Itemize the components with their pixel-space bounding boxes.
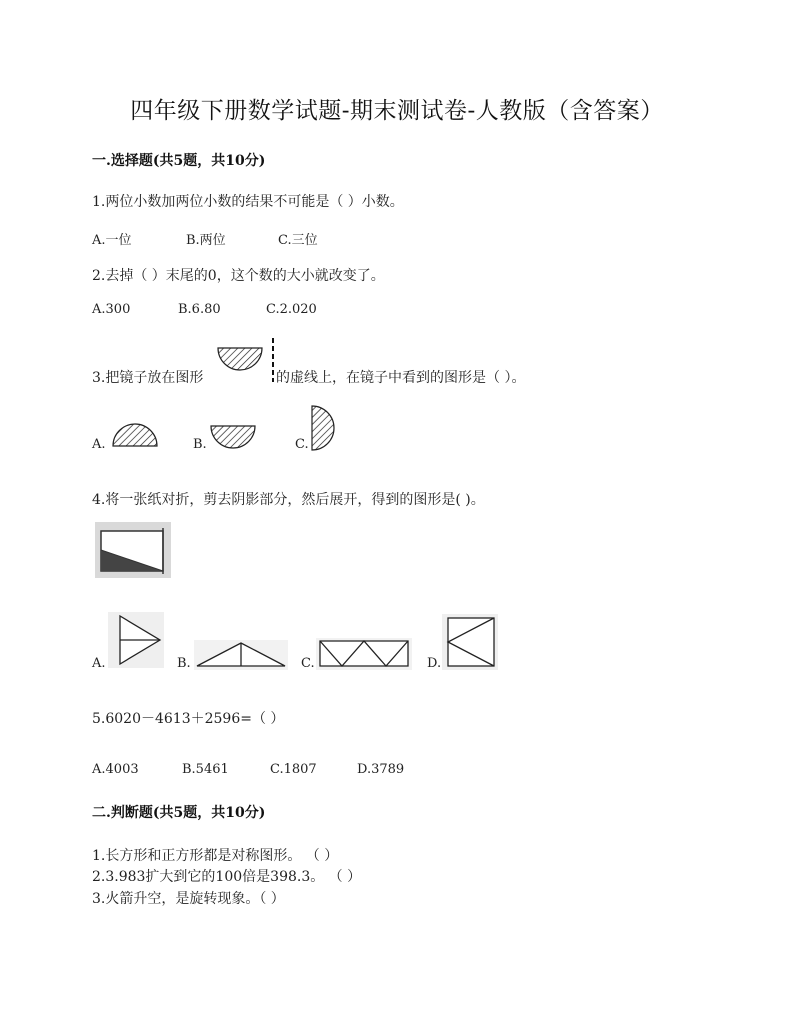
q4-option-d-figure	[442, 614, 498, 670]
q5-option-c: C.1807	[270, 762, 317, 777]
q3-option-b: B.	[193, 437, 207, 452]
section2-heading: 二.判断题(共5题，共10分)	[92, 805, 266, 821]
q5-text: 5.6020－4613＋2596=（ ）	[92, 711, 285, 727]
q4-option-a-figure	[108, 612, 164, 668]
q3-text-before: 3.把镜子放在图形	[92, 370, 204, 386]
q3-option-a: A.	[92, 437, 106, 452]
q4-text: 4.将一张纸对折，剪去阴影部分，然后展开，得到的图形是( )。	[92, 492, 485, 508]
q5-option-b: B.5461	[182, 762, 229, 777]
q4-option-c: C.	[301, 656, 315, 671]
q4-option-b-figure	[194, 640, 288, 670]
q1-option-a: A.一位	[92, 233, 132, 248]
q3-option-c: C.	[295, 437, 309, 452]
q3-option-a-figure	[112, 424, 158, 448]
page-title: 四年级下册数学试题-期末测试卷-人教版（含答案）	[130, 98, 664, 124]
q5-option-d: D.3789	[357, 762, 405, 777]
judge-item-1: 1.长方形和正方形都是对称图形。 （ ）	[92, 848, 339, 864]
q4-option-b: B.	[177, 656, 191, 671]
q4-option-d: D.	[427, 656, 442, 671]
q2-text: 2.去掉（ ）末尾的0，这个数的大小就改变了。	[92, 268, 385, 284]
judge-item-2: 2.3.983扩大到它的100倍是398.3。 （ ）	[92, 869, 362, 885]
q4-folded-paper-figure	[95, 522, 171, 578]
q5-option-a: A.4003	[92, 762, 139, 777]
q2-option-a: A.300	[92, 302, 131, 317]
q1-option-b: B.两位	[186, 233, 226, 248]
q2-option-c: C.2.020	[266, 302, 317, 317]
q3-text-after: 的虚线上，在镜子中看到的图形是（ ）。	[276, 370, 526, 386]
section1-heading: 一.选择题(共5题，共10分)	[92, 153, 266, 169]
q3-figure-semicircle-with-dashed-line	[212, 338, 278, 384]
q4-option-c-figure	[316, 638, 412, 670]
q3-option-b-figure	[210, 425, 256, 451]
judge-item-3: 3.火箭升空，是旋转现象。（ ）	[92, 891, 285, 907]
q4-option-a: A.	[92, 656, 106, 671]
q1-option-c: C.三位	[278, 233, 318, 248]
q3-option-c-figure	[310, 405, 336, 451]
q1-text: 1.两位小数加两位小数的结果不可能是（ ）小数。	[92, 194, 404, 210]
q2-option-b: B.6.80	[178, 302, 221, 317]
